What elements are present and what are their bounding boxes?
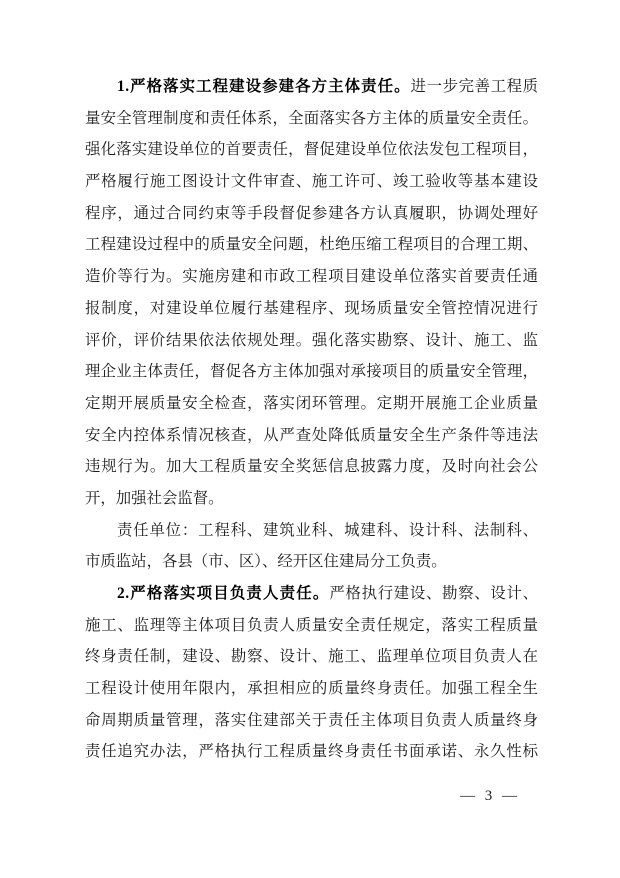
text-line	[85, 546, 538, 578]
line-text: 理企业主体责任，督促各方主体加强对承接项目的质量安全管理，	[85, 363, 538, 381]
line-text: 市质监站，各县（市、区）、经开区住建局分工负责。	[85, 553, 447, 571]
text-line	[85, 356, 538, 388]
line-text: 进一步完善工程质	[410, 78, 538, 95]
line-text: 量安全管理制度和责任体系，全面落实各方主体的质量安全责任。	[85, 109, 538, 127]
line-text: 评价，评价结果依法依规处理。强化落实勘察、设计、施工、监	[85, 331, 538, 349]
text-line	[85, 325, 538, 357]
text-line	[85, 736, 538, 768]
text-line	[85, 103, 538, 135]
text-line	[85, 166, 538, 198]
text-line	[85, 451, 538, 483]
line-text: 强化落实建设单位的首要责任，督促建设单位依法发包工程项目，	[85, 141, 538, 159]
line-text: 责任追究办法，严格执行工程质量终身责任书面承诺、永久性标	[85, 743, 538, 761]
line-text: 工程设计使用年限内，承担相应的质量终身责任。加强工程全生	[85, 680, 538, 698]
text-line	[85, 261, 538, 293]
line-text: 安全内控体系情况核查，从严查处降低质量安全生产条件等违法	[85, 426, 538, 444]
section-heading-bold: 1.严格落实工程建设参建各方主体责任。	[117, 78, 411, 95]
line-text: 严格执行建设、勘察、设计、	[329, 585, 538, 602]
line-text: 开，加强社会监督。	[85, 489, 224, 507]
line-text: 程序，通过合同约束等手段督促参建各方认真履职，协调处理好	[85, 204, 538, 222]
line-text: 终身责任制，建设、勘察、设计、施工、监理单位项目负责人在	[85, 648, 538, 666]
page-number: — 3 —	[460, 788, 520, 804]
text-line	[85, 420, 538, 452]
line-text: 施工、监理等主体项目负责人质量安全责任规定，落实工程质量	[85, 616, 538, 634]
section-heading-bold: 2.严格落实项目负责人责任。	[117, 585, 330, 602]
text-line	[85, 198, 538, 230]
text-line	[85, 483, 538, 515]
line-text: 违规行为。加大工程质量安全奖惩信息披露力度，及时向社会公	[85, 458, 538, 476]
text-line	[85, 229, 538, 261]
line-text: 工程建设过程中的质量安全问题，杜绝压缩工程项目的合理工期、	[85, 236, 538, 254]
text-line	[85, 388, 538, 420]
line-text: 造价等行为。实施房建和市政工程项目建设单位落实首要责任通	[85, 268, 538, 286]
line-text: 报制度，对建设单位履行基建程序、现场质量安全管控情况进行	[85, 299, 538, 317]
line-text: 定期开展质量安全检查，落实闭环管理。定期开展施工企业质量	[85, 394, 538, 412]
text-line	[85, 134, 538, 166]
text-line	[85, 641, 538, 673]
text-line	[85, 705, 538, 737]
document-body	[85, 71, 538, 768]
text-line	[85, 610, 538, 642]
text-line	[85, 673, 538, 705]
line-text: 命周期质量管理，落实住建部关于责任主体项目负责人质量终身	[85, 711, 538, 729]
text-line	[85, 293, 538, 325]
text-line	[85, 71, 538, 103]
line-text: 严格履行施工图设计文件审查、施工许可、竣工验收等基本建设	[85, 173, 538, 191]
line-text: 责任单位：工程科、建筑业科、城建科、设计科、法制科、	[117, 521, 538, 539]
text-line	[85, 515, 538, 547]
text-line	[85, 578, 538, 610]
